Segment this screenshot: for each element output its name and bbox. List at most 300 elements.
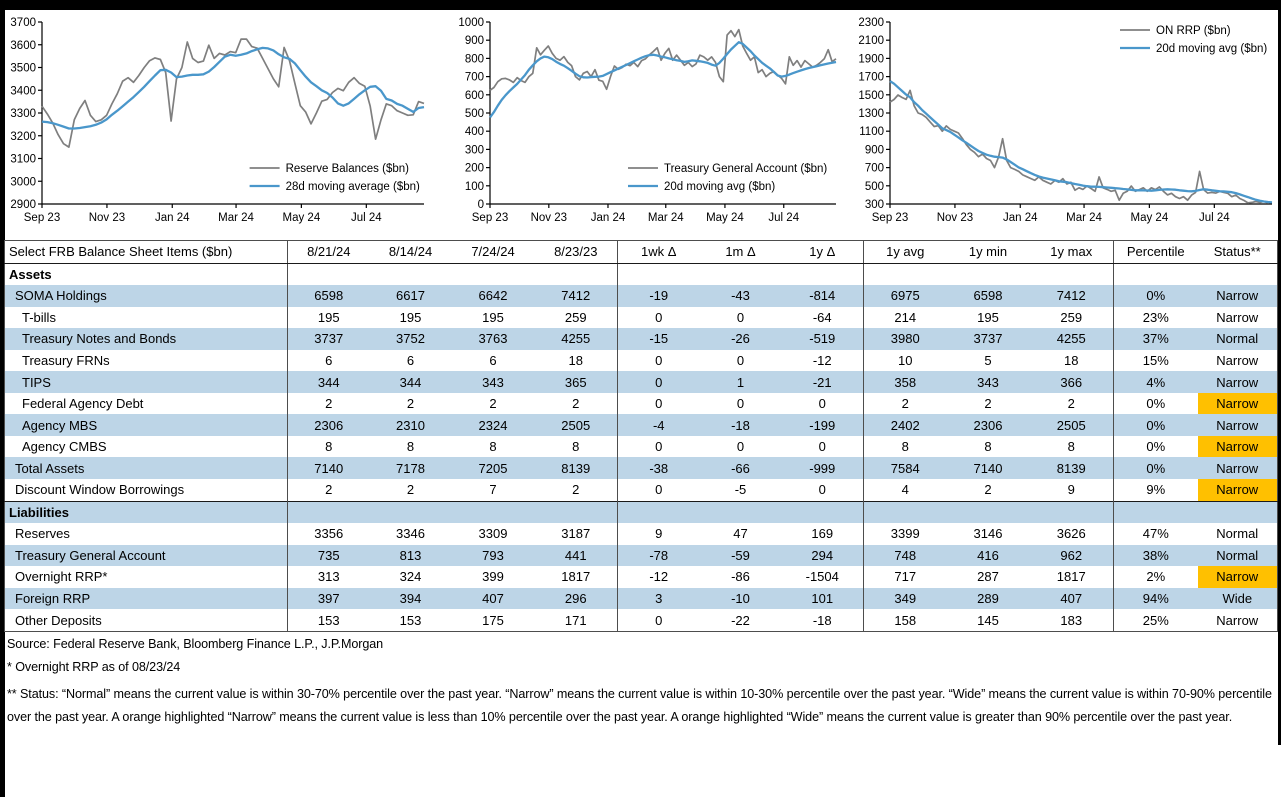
- svg-text:3500: 3500: [10, 62, 36, 75]
- value-cell: -519: [782, 328, 864, 350]
- value-cell: 6: [489, 353, 497, 368]
- value-cell: 0: [618, 307, 700, 329]
- status-cell: Narrow: [1216, 353, 1259, 368]
- status-cell: [1198, 501, 1278, 523]
- treasury-general-account-chart: [446, 12, 842, 230]
- row-label: Liabilities: [5, 501, 288, 523]
- status-cell: Narrow: [1216, 309, 1259, 325]
- value-cell: [947, 501, 1030, 523]
- value-cell: 4255: [1030, 328, 1114, 350]
- value-cell: 793: [452, 545, 535, 567]
- svg-text:Sep 23: Sep 23: [871, 212, 909, 224]
- value-cell: 416: [947, 545, 1030, 567]
- value-cell: 7178: [370, 457, 452, 479]
- svg-text:Nov 23: Nov 23: [88, 212, 126, 224]
- svg-text:200: 200: [464, 162, 484, 175]
- value-cell: 2: [864, 393, 947, 415]
- value-cell: 962: [1030, 545, 1114, 567]
- svg-text:Sep 23: Sep 23: [23, 212, 61, 224]
- column-header-4: 8/23/23: [535, 241, 618, 264]
- percentile-cell: 47%: [1114, 523, 1198, 545]
- balance-sheet-table: [4, 240, 1278, 632]
- svg-text:20d moving avg ($bn): 20d moving avg ($bn): [1156, 43, 1268, 55]
- table-row: [5, 393, 1278, 415]
- value-cell: 0: [818, 439, 826, 455]
- value-cell: 7584: [864, 457, 947, 479]
- value-cell: [782, 501, 864, 523]
- column-header-5: 1wk Δ: [618, 241, 700, 264]
- value-cell: [288, 263, 370, 285]
- value-cell: 2505: [1030, 414, 1114, 436]
- value-cell: 2306: [947, 414, 1030, 436]
- value-cell: 5: [984, 353, 992, 368]
- value-cell: 3: [618, 588, 700, 610]
- value-cell: 2: [406, 482, 415, 498]
- svg-text:1300: 1300: [858, 108, 884, 120]
- table-row: [5, 479, 1278, 501]
- value-cell: 407: [1030, 588, 1114, 610]
- column-header-1: 8/21/24: [288, 241, 370, 264]
- value-cell: 8: [984, 439, 992, 455]
- value-cell: 343: [452, 371, 535, 393]
- value-cell: 748: [864, 545, 947, 567]
- value-cell: 735: [288, 545, 370, 567]
- value-cell: 259: [1060, 309, 1083, 325]
- value-cell: 175: [482, 612, 504, 628]
- value-cell: 0: [618, 371, 700, 393]
- status-cell: Narrow: [1198, 457, 1278, 479]
- svg-text:Jul 24: Jul 24: [768, 212, 800, 224]
- value-cell: 289: [947, 588, 1030, 610]
- value-cell: 813: [370, 545, 452, 567]
- svg-text:ON RRP ($bn): ON RRP ($bn): [1156, 25, 1231, 37]
- value-cell: -78: [618, 545, 700, 567]
- value-cell: 7412: [535, 285, 618, 307]
- value-cell: 18: [1064, 353, 1079, 368]
- value-cell: 2402: [864, 414, 947, 436]
- percentile-cell: 2%: [1114, 566, 1198, 588]
- value-cell: 3737: [288, 328, 370, 350]
- value-cell: 365: [535, 371, 618, 393]
- svg-text:May 24: May 24: [282, 212, 321, 224]
- column-header-9: 1y min: [947, 241, 1030, 264]
- value-cell: 343: [947, 371, 1030, 393]
- value-cell: 294: [782, 545, 864, 567]
- status-cell: Narrow: [1198, 566, 1278, 588]
- percentile-cell: 94%: [1114, 588, 1198, 610]
- row-label: Assets: [9, 266, 52, 282]
- value-cell: 3146: [973, 526, 1003, 542]
- percentile-cell: 9%: [1114, 479, 1198, 501]
- value-cell: 101: [782, 588, 864, 610]
- value-cell: -10: [700, 588, 782, 610]
- value-cell: 8139: [535, 457, 618, 479]
- value-cell: -1504: [805, 569, 839, 585]
- value-cell: -814: [782, 285, 864, 307]
- value-cell: 0: [618, 350, 700, 372]
- value-cell: -21: [782, 371, 864, 393]
- svg-text:300: 300: [464, 144, 484, 157]
- svg-text:600: 600: [464, 89, 484, 102]
- table-row: [5, 350, 1278, 372]
- on-rrp-chart: [850, 12, 1278, 230]
- value-cell: [452, 263, 535, 285]
- svg-text:500: 500: [864, 180, 884, 193]
- value-cell: -18: [700, 414, 782, 436]
- value-cell: -19: [618, 285, 700, 307]
- percentile-cell: 0%: [1114, 285, 1198, 307]
- value-cell: 2324: [452, 414, 535, 436]
- value-cell: 8: [1067, 439, 1075, 455]
- percentile-cell: 15%: [1114, 350, 1198, 372]
- value-cell: 287: [977, 569, 999, 585]
- status-cell: Narrow: [1198, 479, 1278, 501]
- percentile-cell: 25%: [1114, 609, 1198, 631]
- svg-text:800: 800: [464, 53, 484, 66]
- svg-text:1900: 1900: [858, 53, 884, 66]
- svg-text:3200: 3200: [10, 130, 36, 143]
- svg-text:May 24: May 24: [706, 212, 744, 224]
- value-cell: 2: [489, 396, 497, 412]
- reserve-balances-chart: [6, 12, 430, 230]
- value-cell: 6598: [947, 285, 1030, 307]
- value-cell: 259: [564, 309, 587, 325]
- value-cell: 7140: [947, 457, 1030, 479]
- value-cell: 6642: [452, 285, 535, 307]
- value-cell: -18: [812, 612, 832, 628]
- row-label: SOMA Holdings: [5, 285, 288, 307]
- value-cell: 2: [984, 396, 992, 412]
- value-cell: 195: [977, 309, 999, 325]
- value-cell: -59: [700, 545, 782, 567]
- svg-text:2900: 2900: [10, 199, 36, 211]
- row-label: Agency MBS: [5, 414, 288, 436]
- table-row: [5, 307, 1278, 329]
- row-label: Treasury Notes and Bonds: [5, 328, 288, 350]
- value-cell: 3626: [1056, 526, 1086, 542]
- value-cell: 10: [864, 350, 947, 372]
- value-cell: 366: [1030, 371, 1114, 393]
- svg-text:3400: 3400: [10, 85, 36, 98]
- value-cell: 358: [864, 371, 947, 393]
- value-cell: 407: [452, 588, 535, 610]
- value-cell: [370, 501, 452, 523]
- svg-text:3000: 3000: [10, 176, 36, 189]
- value-cell: -26: [700, 328, 782, 350]
- svg-text:300: 300: [864, 199, 884, 211]
- status-cell: Narrow: [1198, 371, 1278, 393]
- value-cell: 0: [618, 609, 700, 631]
- value-cell: 4255: [535, 328, 618, 350]
- status-definition-note: ** Status: “Normal” means the current value is within 30-70% percentile over the past year. “Narrow” means the current value is within 10-30% percentile over the past year. “Wide” means the current value is within 70-90% percentile over the past year. A orange highlighted “Narrow” means the current value is less than 10% percentile over the past year. A orange highlighted “Wide” means the current value is greater than 90% percentile over the past year.: [7, 687, 1272, 724]
- value-cell: 8: [864, 436, 947, 458]
- value-cell: 717: [864, 566, 947, 588]
- value-cell: 9: [1067, 482, 1075, 498]
- value-cell: 3763: [452, 328, 535, 350]
- svg-text:Jan 24: Jan 24: [590, 212, 626, 224]
- row-label: Agency CMBS: [22, 439, 107, 455]
- status-cell: Narrow: [1216, 612, 1259, 628]
- value-cell: 6: [406, 353, 415, 368]
- value-cell: 441: [535, 545, 618, 567]
- value-cell: 8: [288, 436, 370, 458]
- value-cell: 8139: [1030, 457, 1114, 479]
- row-label: T-bills: [22, 309, 56, 325]
- value-cell: [370, 263, 452, 285]
- value-cell: 3356: [288, 523, 370, 545]
- value-cell: 214: [864, 307, 947, 329]
- percentile-cell: 23%: [1114, 307, 1198, 329]
- row-label: Overnight RRP*: [15, 569, 108, 585]
- value-cell: 344: [288, 371, 370, 393]
- value-cell: 0: [736, 353, 745, 368]
- value-cell: -38: [618, 457, 700, 479]
- svg-text:Sep 23: Sep 23: [471, 212, 509, 224]
- svg-text:Mar 24: Mar 24: [647, 212, 684, 224]
- svg-text:1000: 1000: [458, 17, 484, 29]
- value-cell: 0: [618, 479, 700, 501]
- table-row: [5, 328, 1278, 350]
- status-cell: Narrow: [1198, 414, 1278, 436]
- table-row: [5, 588, 1278, 610]
- value-cell: 2306: [288, 414, 370, 436]
- row-label: Discount Window Borrowings: [15, 482, 185, 498]
- value-cell: 1817: [561, 569, 591, 585]
- value-cell: -86: [731, 569, 750, 585]
- value-cell: 6975: [864, 285, 947, 307]
- value-cell: 195: [482, 309, 504, 325]
- table-header-row: [5, 241, 1278, 264]
- value-cell: [618, 263, 700, 285]
- value-cell: 183: [1060, 612, 1083, 628]
- value-cell: -12: [618, 566, 700, 588]
- value-cell: 3399: [864, 523, 947, 545]
- percentile-cell: 37%: [1114, 328, 1198, 350]
- value-cell: -15: [618, 328, 700, 350]
- value-cell: 0: [736, 439, 745, 455]
- value-cell: 3346: [396, 526, 425, 542]
- value-cell: 6617: [370, 285, 452, 307]
- value-cell: [864, 501, 947, 523]
- percentile-cell: 0%: [1114, 393, 1198, 415]
- value-cell: 195: [288, 307, 370, 329]
- value-cell: [535, 501, 618, 523]
- value-cell: 2: [572, 396, 580, 412]
- value-cell: 153: [288, 609, 370, 631]
- value-cell: [700, 501, 782, 523]
- table-row: [5, 523, 1278, 545]
- row-label: Treasury General Account: [5, 545, 288, 567]
- value-cell: 169: [811, 526, 834, 542]
- table-row: [5, 414, 1278, 436]
- value-cell: [864, 263, 947, 285]
- table-row: [5, 371, 1278, 393]
- column-header-7: 1y Δ: [782, 241, 864, 264]
- value-cell: 2: [288, 393, 370, 415]
- value-cell: 3187: [561, 526, 591, 542]
- value-cell: 0: [618, 393, 700, 415]
- value-cell: [1030, 501, 1114, 523]
- column-header-11: Percentile: [1114, 241, 1198, 264]
- value-cell: 2: [1067, 396, 1075, 412]
- svg-text:Mar 24: Mar 24: [1066, 212, 1102, 224]
- svg-text:700: 700: [464, 71, 484, 84]
- svg-text:500: 500: [464, 108, 484, 120]
- value-cell: [700, 263, 782, 285]
- status-cell: [1198, 263, 1278, 285]
- column-header-8: 1y avg: [864, 241, 947, 264]
- svg-text:1700: 1700: [858, 71, 884, 84]
- value-cell: 6: [288, 350, 370, 372]
- value-cell: 397: [288, 588, 370, 610]
- value-cell: 7140: [288, 457, 370, 479]
- status-cell: Narrow: [1198, 436, 1278, 458]
- value-cell: -999: [782, 457, 864, 479]
- value-cell: -4: [618, 414, 700, 436]
- svg-text:900: 900: [464, 35, 484, 48]
- svg-text:28d moving average ($bn): 28d moving average ($bn): [285, 181, 420, 193]
- value-cell: -64: [812, 309, 832, 325]
- status-cell: Normal: [1198, 545, 1278, 567]
- value-cell: 0: [818, 482, 826, 498]
- svg-text:2100: 2100: [858, 35, 884, 48]
- table-row: [5, 566, 1278, 588]
- row-label: Reserves: [15, 526, 70, 542]
- section-row: [5, 501, 1278, 523]
- percentile-cell: [1114, 501, 1198, 523]
- section-row: [5, 263, 1278, 285]
- value-cell: 8: [406, 439, 415, 455]
- value-cell: 344: [370, 371, 452, 393]
- value-cell: 18: [568, 353, 583, 368]
- status-cell: Narrow: [1198, 393, 1278, 415]
- value-cell: 7205: [452, 457, 535, 479]
- table-row: [5, 609, 1278, 631]
- value-cell: -5: [734, 482, 747, 498]
- value-cell: 7: [489, 482, 497, 498]
- value-cell: 3980: [864, 328, 947, 350]
- value-cell: 2: [288, 479, 370, 501]
- svg-text:900: 900: [864, 144, 884, 157]
- value-cell: -43: [700, 285, 782, 307]
- svg-text:Nov 23: Nov 23: [936, 212, 974, 224]
- row-label: TIPS: [5, 371, 288, 393]
- column-header-2: 8/14/24: [370, 241, 452, 264]
- column-header-3: 7/24/24: [452, 241, 535, 264]
- value-cell: [452, 501, 535, 523]
- svg-text:Nov 23: Nov 23: [530, 212, 568, 224]
- percentile-cell: 0%: [1114, 414, 1198, 436]
- svg-text:20d moving avg ($bn): 20d moving avg ($bn): [664, 181, 776, 193]
- row-label: Total Assets: [5, 457, 288, 479]
- value-cell: 324: [399, 569, 422, 585]
- value-cell: 9: [618, 523, 700, 545]
- row-label: Foreign RRP: [5, 588, 288, 610]
- value-cell: 0: [736, 396, 745, 412]
- row-label: Federal Agency Debt: [22, 396, 144, 412]
- svg-text:3300: 3300: [10, 108, 36, 120]
- value-cell: 8: [572, 439, 580, 455]
- value-cell: [618, 501, 700, 523]
- value-cell: 0: [618, 436, 700, 458]
- svg-text:Reserve Balances ($bn): Reserve Balances ($bn): [285, 163, 409, 175]
- value-cell: 171: [564, 612, 587, 628]
- value-cell: [782, 263, 864, 285]
- value-cell: [1030, 263, 1114, 285]
- page-border-top: [0, 0, 1281, 10]
- svg-text:Jan 24: Jan 24: [1002, 212, 1038, 224]
- table-row: [5, 545, 1278, 567]
- svg-text:Mar 24: Mar 24: [218, 212, 254, 224]
- value-cell: 2310: [370, 414, 452, 436]
- value-cell: 3309: [478, 526, 508, 542]
- table-row: [5, 285, 1278, 307]
- svg-text:100: 100: [464, 180, 484, 193]
- value-cell: 399: [482, 569, 504, 585]
- value-cell: 4: [864, 479, 947, 501]
- source-note: Source: Federal Reserve Bank, Bloomberg Finance L.P., J.P.Morgan: [7, 637, 384, 651]
- value-cell: 394: [370, 588, 452, 610]
- value-cell: [535, 263, 618, 285]
- value-cell: 0: [736, 309, 745, 325]
- value-cell: 2: [984, 482, 992, 498]
- value-cell: 349: [864, 588, 947, 610]
- value-cell: 313: [288, 566, 370, 588]
- status-cell: Normal: [1216, 526, 1259, 542]
- svg-text:May 24: May 24: [1130, 212, 1169, 224]
- value-cell: 153: [399, 612, 422, 628]
- value-cell: 3737: [947, 328, 1030, 350]
- svg-text:2300: 2300: [858, 17, 884, 29]
- table-row: [5, 457, 1278, 479]
- overnight-rrp-note: * Overnight RRP as of 08/23/24: [7, 660, 181, 674]
- percentile-cell: 0%: [1114, 457, 1198, 479]
- percentile-cell: 0%: [1114, 436, 1198, 458]
- value-cell: 195: [399, 309, 422, 325]
- value-cell: 0: [818, 396, 826, 412]
- percentile-cell: 4%: [1114, 371, 1198, 393]
- svg-text:1100: 1100: [859, 126, 884, 139]
- status-cell: Narrow: [1198, 285, 1278, 307]
- svg-text:3600: 3600: [10, 39, 36, 52]
- svg-text:0: 0: [477, 199, 484, 211]
- value-cell: 8: [489, 439, 497, 455]
- table-title: Select FRB Balance Sheet Items ($bn): [5, 241, 288, 264]
- value-cell: 7412: [1030, 285, 1114, 307]
- value-cell: 145: [977, 612, 999, 628]
- value-cell: -22: [731, 612, 750, 628]
- svg-text:400: 400: [464, 126, 484, 139]
- row-label: Treasury FRNs: [22, 353, 110, 368]
- status-cell: Normal: [1198, 328, 1278, 350]
- svg-text:3700: 3700: [10, 17, 36, 29]
- value-cell: 2505: [535, 414, 618, 436]
- value-cell: [947, 263, 1030, 285]
- column-header-6: 1m Δ: [700, 241, 782, 264]
- svg-text:3100: 3100: [10, 153, 36, 166]
- column-header-12: Status**: [1198, 241, 1278, 264]
- value-cell: 2: [572, 482, 580, 498]
- svg-text:1500: 1500: [858, 89, 884, 102]
- value-cell: 2: [406, 396, 415, 412]
- value-cell: 1817: [1056, 569, 1086, 585]
- svg-text:Jan 24: Jan 24: [154, 212, 190, 224]
- value-cell: -12: [812, 353, 832, 368]
- percentile-cell: [1114, 263, 1198, 285]
- percentile-cell: 38%: [1114, 545, 1198, 567]
- svg-text:Treasury General Account ($bn): Treasury General Account ($bn): [664, 163, 828, 175]
- value-cell: 47: [733, 526, 748, 542]
